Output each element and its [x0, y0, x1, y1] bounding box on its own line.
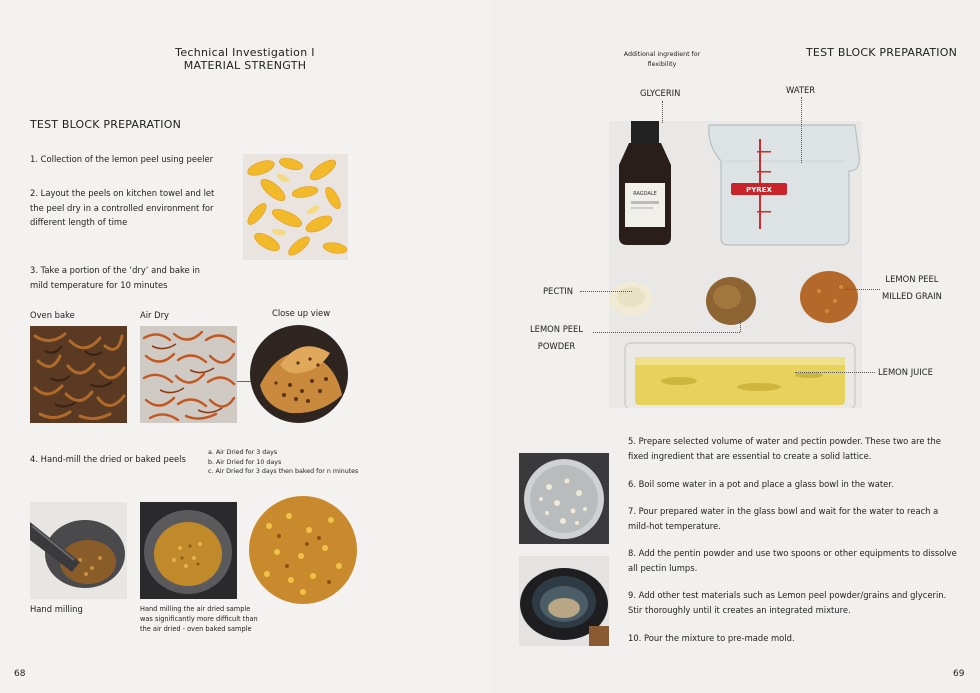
- left-page-number: 68: [14, 669, 26, 679]
- title-line-1: Technical Investigation I: [175, 46, 315, 59]
- caption-line-1: Hand milling the air dried sample: [140, 605, 251, 613]
- air-dry-photo: [140, 326, 237, 423]
- step-4-text: 4. Hand-mill the dried or baked peels: [30, 454, 186, 464]
- left-page-title: [170, 46, 320, 72]
- ingredients-photo: [609, 121, 862, 408]
- glycerin-leader: [662, 101, 663, 123]
- note-line-1: Additional ingredient for: [623, 51, 701, 58]
- step-5-line-2: fixed ingredient that are essential to create a solid lattice.: [628, 450, 872, 461]
- powder-label-line-1: LEMON PEEL: [530, 324, 584, 334]
- step-3-text: [30, 263, 240, 292]
- step-8-line-1: 8. Add the pentin powder and use two spoons or other equipments to dissolve: [628, 548, 957, 558]
- right-page-number: 69: [953, 669, 965, 679]
- close-up-label: Close up view: [272, 308, 331, 318]
- milled-grain-closeup: [249, 496, 357, 604]
- pectin-leader: [580, 291, 632, 292]
- step-7-line-2: mild-hot temperature.: [628, 520, 721, 531]
- bottle-label-text: RAGDALE: [633, 191, 657, 197]
- left-section-heading: TEST BLOCK PREPARATION: [30, 118, 181, 131]
- mortar-powder-photo: [140, 502, 237, 599]
- glycerin-label: GLYCERIN: [640, 88, 681, 98]
- step-10-text: 10. Pour the mixture to pre-made mold.: [628, 633, 795, 643]
- air-dry-label: Air Dry: [140, 310, 170, 320]
- step-9-line-2: Stir thoroughly until it creates an integrated mixture.: [628, 604, 851, 615]
- powder-leader-v: [740, 320, 741, 332]
- right-section-heading: TEST BLOCK PREPARATION: [806, 46, 957, 59]
- milling-caption: [140, 604, 258, 634]
- step-9-line-1: 9. Add other test materials such as Lemon peel powder/grains and glycerin.: [628, 590, 947, 600]
- step-2-line-3: different length of time: [30, 217, 128, 227]
- powder-leader: [593, 332, 740, 333]
- option-a: a. Air Dried for 3 days: [208, 449, 278, 456]
- pectin-dish-photo: [519, 453, 609, 544]
- pectin-label: PECTIN: [543, 286, 574, 296]
- step-4-options: [208, 448, 358, 477]
- water-leader: [801, 97, 802, 163]
- glycerin-note: [616, 50, 708, 69]
- lemon-juice-leader: [795, 372, 875, 373]
- step-8-line-2: all pectin lumps.: [628, 562, 698, 573]
- step-2-line-1: 2. Layout the peels on kitchen towel and let: [30, 188, 215, 198]
- step-3-line-2: mild temperature for 10 minutes: [30, 279, 168, 290]
- oven-bake-photo: [30, 326, 127, 423]
- water-label: WATER: [786, 85, 816, 95]
- milled-label-line-1: LEMON PEEL: [885, 274, 939, 284]
- option-b: b. Air Dried for 10 days: [208, 458, 282, 466]
- step-3-line-1: 3. Take a portion of the ‘dry’ and bake in: [30, 265, 200, 275]
- step-6-text: 6. Boil some water in a pot and place a glass bowl in the water.: [628, 479, 894, 489]
- oven-bake-label: Oven bake: [30, 310, 75, 320]
- step-9-text: [628, 588, 958, 617]
- step-8-text: [628, 546, 958, 575]
- step-2-line-2: the peel dry in a controlled environment for: [30, 202, 214, 213]
- step-2-text: [30, 186, 240, 230]
- lemon-peel-powder-label: [530, 321, 583, 355]
- step-5-line-1: 5. Prepare selected volume of water and pectin powder. These two are the: [628, 436, 941, 446]
- step-7-line-1: 7. Pour prepared water in the glass bowl and wait for the water to reach a: [628, 506, 939, 516]
- lemon-juice-label: LEMON JUICE: [878, 367, 933, 377]
- lemon-peels-photo: [243, 154, 348, 260]
- step-5-text: [628, 434, 948, 463]
- hand-milling-photo: [30, 502, 127, 599]
- hand-milling-label: Hand milling: [30, 604, 83, 614]
- step-1-text: 1. Collection of the lemon peel using peeler: [30, 154, 214, 164]
- milled-leader: [845, 289, 880, 290]
- option-c: c. Air Dried for 3 days then baked for n minutes: [208, 468, 359, 475]
- lemon-peel-milled-label: [882, 271, 942, 305]
- close-up-photo: [250, 325, 348, 423]
- title-line-2: MATERIAL STRENGTH: [183, 59, 307, 72]
- caption-line-3: the air dried - oven baked sample: [140, 625, 252, 633]
- caption-line-2: was significantly more difficult than: [140, 615, 258, 623]
- powder-label-line-2: POWDER: [537, 341, 576, 351]
- close-up-connector: [237, 381, 251, 382]
- glass-bowl-pot-photo: [519, 556, 609, 646]
- jug-brand-text: PYREX: [746, 186, 772, 194]
- milled-label-line-2: MILLED GRAIN: [882, 291, 942, 301]
- step-7-text: [628, 504, 948, 533]
- note-line-2: flexibility: [647, 60, 677, 68]
